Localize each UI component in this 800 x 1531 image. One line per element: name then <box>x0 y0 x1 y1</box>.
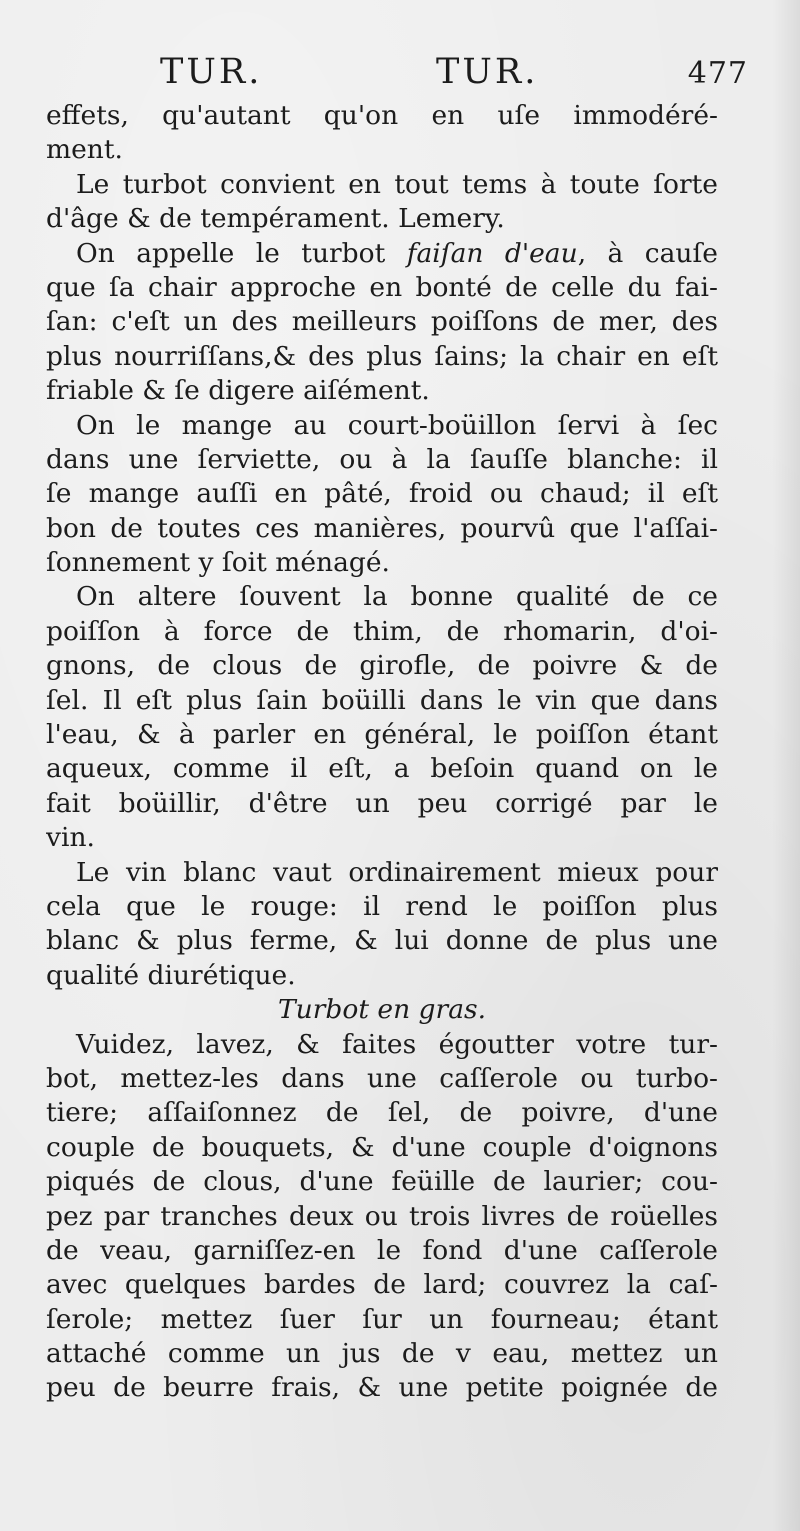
text-line: avec quelques bardes de lard; couvrez la caſ- <box>46 1269 718 1301</box>
text-line: fait boüillir, d'être un peu corrigé par le <box>46 787 718 819</box>
text-line <box>46 237 718 271</box>
text-line: effets, qu'autant qu'on en uſe immodéré- <box>46 100 718 131</box>
text-line: On le mange au court-boüillon ſervi à ſec <box>76 409 718 441</box>
text-line: blanc & plus ferme, & lui donne de plus une <box>46 925 718 957</box>
text-line: d'âge & de tempérament. Lemery. <box>46 203 505 235</box>
text-line: cela que le rouge: il rend le poiſſon plus <box>46 890 718 922</box>
text-line: vin. <box>46 822 95 854</box>
text-line: On altere ſouvent la bonne qualité de ce <box>76 581 718 613</box>
page-edge-shadow <box>772 0 800 1531</box>
text-line: l'eau, & à parler en général, le poiſſon étant <box>46 719 718 751</box>
text-line: poiſſon à force de thim, de rhomarin, d'oi- <box>46 615 718 647</box>
running-head-right: TUR. <box>436 52 539 92</box>
text-line: ſerole; mettez ſuer ſur un fourneau; étant <box>46 1303 718 1335</box>
text-line: bon de toutes ces manières, pourvû que l'aſſai- <box>46 512 718 544</box>
text-line: peu de beurre frais, & une petite poignée de <box>46 1372 718 1404</box>
text-line: ſonnement y ſoit ménagé. <box>46 547 390 579</box>
page-number: 477 <box>687 56 748 91</box>
text-line: friable & ſe digere aiſément. <box>46 375 430 407</box>
text-line: Vuidez, lavez, & faites égoutter votre tur- <box>76 1028 718 1060</box>
body-text <box>46 99 718 1406</box>
text-line: ſe mange auſſi en pâté, froid ou chaud; il eſt <box>46 478 718 510</box>
text-line: tiere; aſſaiſonnez de ſel, de poivre, d'une <box>46 1097 718 1129</box>
text-line: qualité diurétique. <box>46 959 296 991</box>
text-line: attaché comme un jus de v eau, mettez un <box>46 1338 718 1370</box>
text-line: couple de bouquets, & d'une couple d'oignons <box>46 1131 718 1163</box>
text-line: dans une ſerviette, ou à la ſauſſe blanche: il <box>46 443 718 475</box>
text-line: de veau, garniſſez-en le fond d'une caſſerole <box>46 1234 718 1266</box>
italic-term: faiſan d'eau <box>406 237 578 269</box>
text-line: que ſa chair approche en bonté de celle du fai- <box>46 271 718 303</box>
running-head <box>48 52 748 100</box>
text-line: ment. <box>46 134 123 166</box>
text-span: , à cauſe <box>577 237 718 269</box>
text-line: plus nourriſſans,& des plus ſains; la chair en eſt <box>46 340 718 372</box>
section-heading: Turbot en gras. <box>277 994 487 1026</box>
text-line: pez par tranches deux ou trois livres de roüelles <box>46 1200 718 1232</box>
text-line: gnons, de clous de girofle, de poivre & de <box>46 650 718 682</box>
text-line: Le vin blanc vaut ordinairement mieux pour <box>76 856 718 888</box>
running-head-left: TUR. <box>160 52 263 92</box>
text-line: ſel. Il eſt plus ſain boüilli dans le vin que dans <box>46 684 718 716</box>
text-span: On appelle le turbot <box>76 237 386 269</box>
text-line: piqués de clous, d'une feüille de laurier; cou- <box>46 1166 718 1198</box>
text-line: ſan: c'eſt un des meilleurs poiſſons de mer, des <box>46 306 718 338</box>
text-line: Le turbot convient en tout tems à toute ſorte <box>76 168 718 200</box>
text-line: aqueux, comme il eſt, a beſoin quand on le <box>46 753 718 785</box>
text-line: bot, mettez-les dans une caſſerole ou turbo- <box>46 1062 718 1094</box>
